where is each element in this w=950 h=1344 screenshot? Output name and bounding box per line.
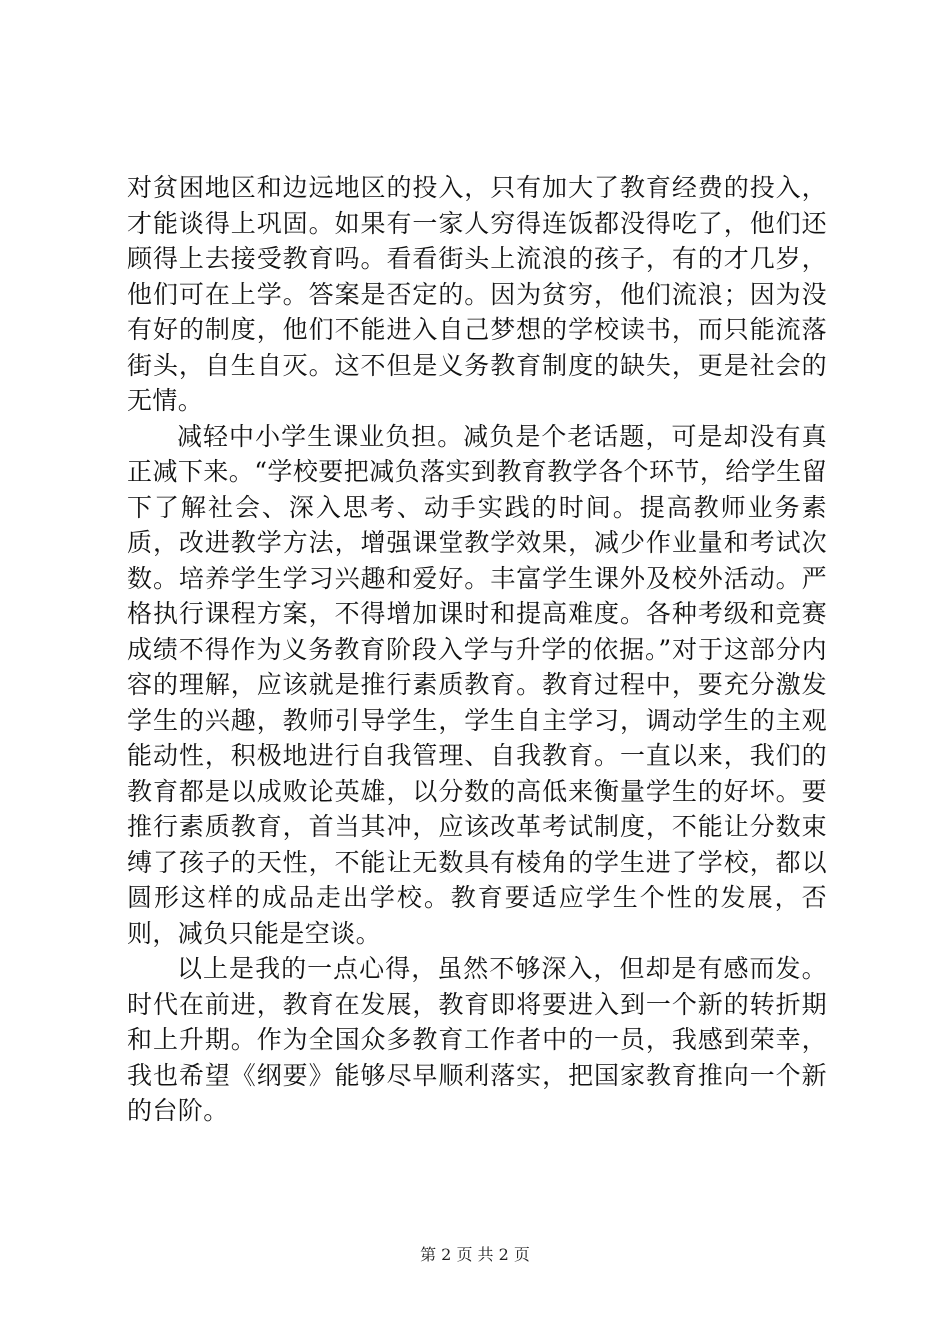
- paragraph-conclusion: 以上是我的一点心得，虽然不够深入，但却是有感而发。时代在前进，教育在发展，教育即将要进入到一个新的转折期和上升期。作为全国众多教育工作者中的一员，我感到荣幸，我也希望《纲要》能够尽早顺利落实，把国家教育推向一个新的台阶。: [127, 954, 827, 1125]
- paragraph-burden-reduction: 减轻中小学生课业负担。减负是个老话题，可是却没有真正减下来。“学校要把减负落实到教育教学各个环节，给学生留下了解社会、深入思考、动手实践的时间。提高教师业务素质，改进教学方法，增强课堂教学效果，减少作业量和考试次数。培养学生学习兴趣和爱好。丰富学生课外及校外活动。严格执行课程方案，不得增加课时和提高难度。各种考级和竞赛成绩不得作为义务教育阶段入学与升学的依据。”对于这部分内容的理解，应该就是推行素质教育。教育过程中，要充分激发学生的兴趣，教师引导学生，学生自主学习，调动学生的主观能动性，积极地进行自我管理、自我教育。一直以来，我们的教育都是以成败论英雄，以分数的高低来衡量学生的好坏。要推行素质教育，首当其冲，应该改革考试制度，不能让分数束缚了孩子的天性，不能让无数具有棱角的学生进了学校，都以圆形这样的成品走出学校。教育要适应学生个性的发展，否则，减负只能是空谈。: [127, 421, 827, 948]
- paragraph-continued: 对贫困地区和边远地区的投入，只有加大了教育经费的投入，才能谈得上巩固。如果有一家人穷得连饭都没得吃了，他们还顾得上去接受教育吗。看看街头上流浪的孩子，有的才几岁，他们可在上学。答案是否定的。因为贫穷，他们流浪；因为没有好的制度，他们不能进入自己梦想的学校读书，而只能流落街头，自生自灭。这不但是义务教育制度的缺失，更是社会的无情。: [127, 173, 827, 415]
- document-body: [127, 170, 827, 1129]
- page-number-footer: 第 2 页 共 2 页: [420, 1245, 530, 1264]
